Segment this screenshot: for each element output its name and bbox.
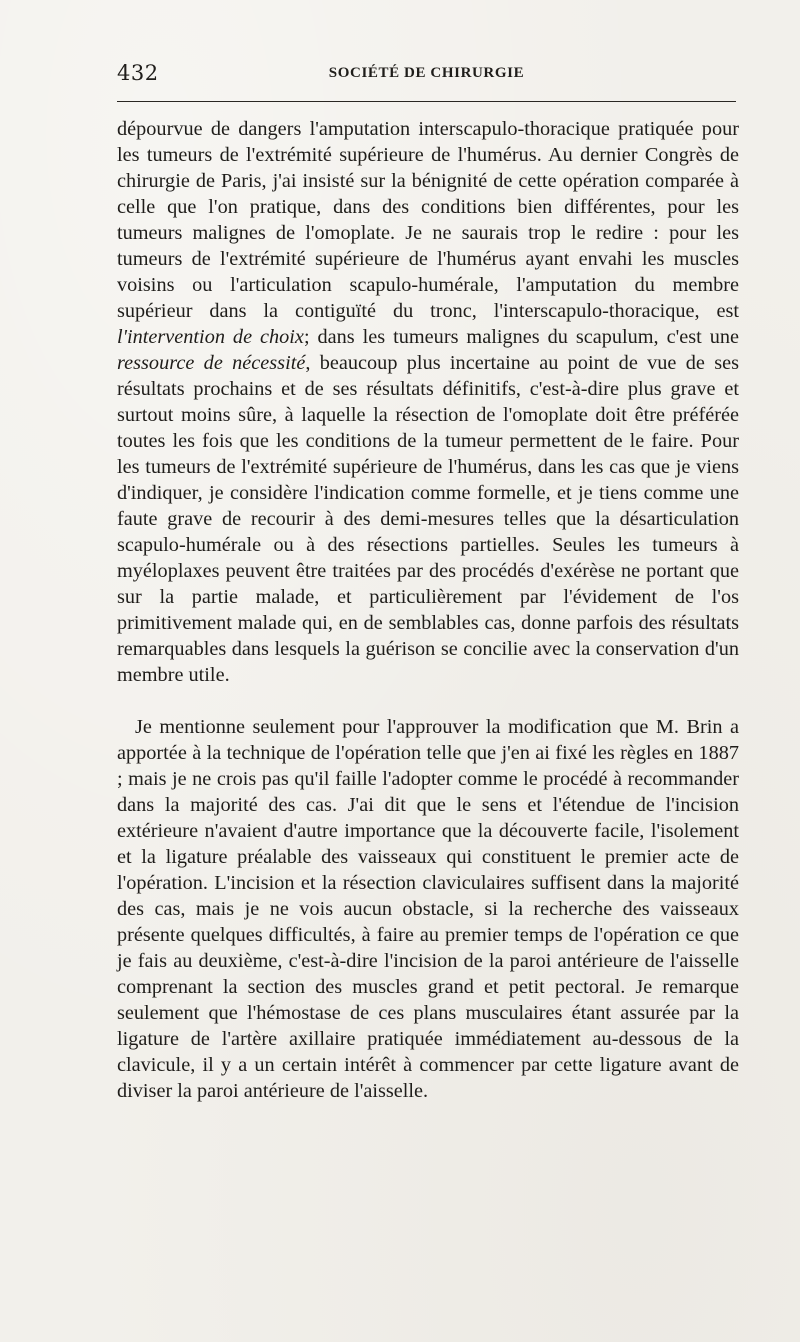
paragraph-1-part-3: , beaucoup plus incertaine au point de vue de ses résultats prochains et de ses résultats définitifs, c'est-à-dire plus grave et surtout moins sûre, à laquelle la résection de l'omoplate doit être préférée toutes les fois que les conditions de la tumeur permettent de le faire. Pour les tumeurs de l'extrémité supérieure de l'humérus, dans les cas que je viens d'indiquer, je considère l'indication comme formelle, et je tiens comme une faute grave de recourir à des demi-mesures telles que la désarticulation scapulo-humérale ou à des résections partielles. Seules les tumeurs à myéloplaxes peuvent être traitées par des procédés d'exérèse ne portant que sur la partie malade, et particulièrement par l'évidement de l'os primitivement malade qui, en de semblables cas, donne parfois des résultats remarquables dans lesquels la guérison se concilie avec la conservation d'un membre utile.: [117, 352, 740, 686]
page-number: 432: [117, 61, 159, 85]
body-text: [117, 116, 739, 1104]
paragraph-2: Je mentionne seulement pour l'approuver la modification que M. Brin a apportée à la technique de l'opération telle que j'en ai fixé les règles en 1887 ; mais je ne crois pas qu'il faille l'adopter comme le procédé à recommander dans la majorité des cas. J'ai dit que le sens et l'étendue de l'incision extérieure n'avaient d'autre importance que la découverte facile, l'isolement et la ligature préalable des vaisseaux qui constituent le premier acte de l'opération. L'incision et la résection claviculaires suffisent dans la majorité des cas, mais je ne vois aucun obstacle, si la recherche des vaisseaux présente quelques difficultés, à faire au premier temps de l'opération ce que je fais au deuxième, c'est-à-dire l'incision de la paroi antérieure de l'aisselle comprenant la section des muscles grand et petit pectoral. Je remarque seulement que l'hémostase de ces plans musculaires étant assurée par la ligature de l'artère axillaire pratiquée immédiatement au-dessous de la clavicule, il y a un certain intérêt à commencer par cette ligature avant de diviser la paroi antérieure de l'aisselle.: [117, 716, 739, 1102]
paragraph-1-part-1: dépourvue de dangers l'amputation interscapulo-thoracique pratiquée pour les tumeurs de l'extrémité supérieure de l'humérus. Au dernier Congrès de chirurgie de Paris, j'ai insisté sur la bénignité de cette opération comparée à celle que l'on pratique, dans des conditions bien différentes, pour les tumeurs malignes de l'omoplate. Je ne saurais trop le redire : pour les tumeurs de l'extrémité supérieure de l'humérus ayant envahi les muscles voisins ou l'articulation scapulo-humérale, l'amputation du membre supérieur dans la contiguïté du tronc, l'interscapulo-thoracique, est: [117, 118, 739, 322]
paragraph-1: [117, 116, 739, 688]
paragraph-1-emphasis-2: ressource de nécessité: [117, 352, 306, 374]
paragraph-1-emphasis-1: l'intervention de choix: [117, 326, 304, 348]
header-rule: [117, 101, 736, 102]
page-header: [117, 61, 736, 85]
paragraph-1-part-2: ; dans les tumeurs malignes du scapulum, c'est une: [303, 326, 739, 348]
running-title: SOCIÉTÉ DE CHIRURGIE: [328, 65, 525, 81]
